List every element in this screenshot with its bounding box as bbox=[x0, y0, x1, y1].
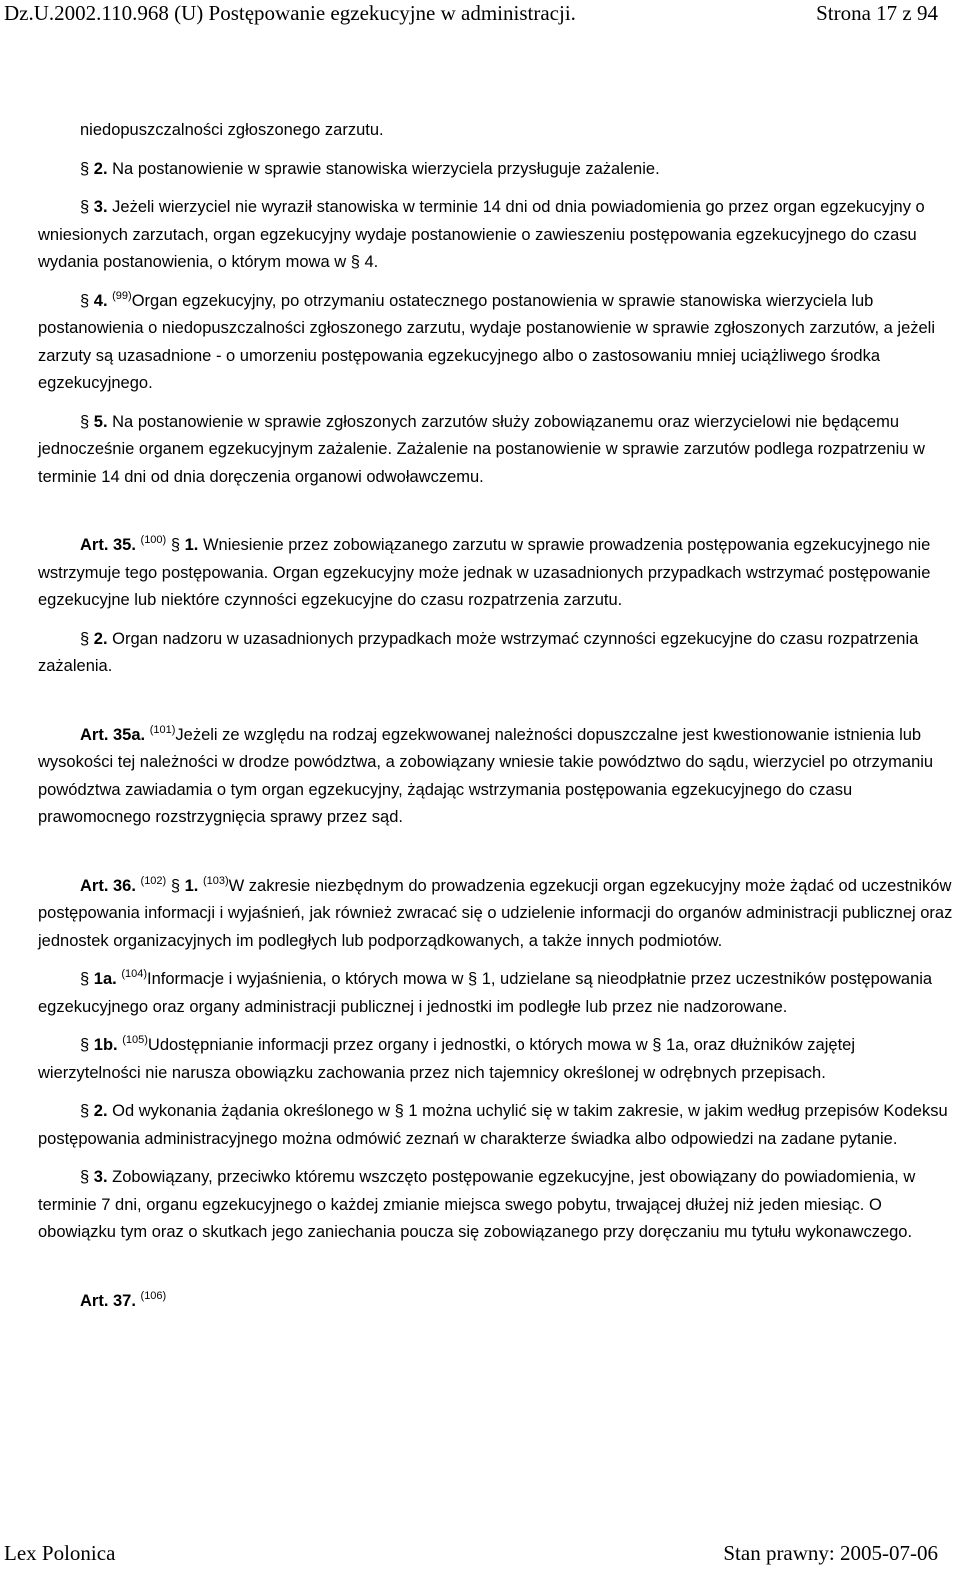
section-number: 1. bbox=[184, 536, 199, 554]
section-sign: § bbox=[170, 536, 180, 554]
paragraph-continuation: niedopuszczalności zgłoszonego zarzutu. bbox=[80, 121, 384, 139]
section-number: 2. bbox=[93, 159, 108, 178]
footnote-ref: (105) bbox=[122, 1034, 148, 1046]
article-label: Art. 36. bbox=[80, 876, 136, 895]
section-sign: § bbox=[80, 1036, 90, 1054]
section-sign: § bbox=[170, 876, 180, 895]
page-counter: Strona 17 z 94 bbox=[816, 1, 938, 25]
section-text: Wniesienie przez zobowiązanego zarzutu w sprawie prowadzenia postępowania egzekucyjnego nie wstrzymuje tego postępowania. Organ egzekucyjny może jednak w uzasadnionych przypadkach wstrzymać postępowanie egzekucyjne lub niektóre czynności egzekucyjne do czasu rozpatrzenia zarzutu. bbox=[38, 536, 931, 609]
section-number: 2. bbox=[93, 1102, 108, 1120]
article-36-section-1 bbox=[38, 873, 958, 956]
section-sign: § bbox=[80, 291, 90, 310]
article-label: Art. 37. bbox=[80, 1291, 136, 1310]
section-sign: § bbox=[80, 198, 90, 216]
section-2 bbox=[38, 156, 958, 184]
section-sign: § bbox=[80, 159, 90, 178]
section-number: 1a. bbox=[93, 970, 117, 988]
section-number: 4. bbox=[93, 291, 108, 310]
document-header-title: Dz.U.2002.110.968 (U) Postępowanie egzekucyjne w administracji. bbox=[4, 1, 576, 25]
section-number: 3. bbox=[93, 198, 108, 216]
article-36-section-2 bbox=[38, 1098, 958, 1153]
section-text: Od wykonania żądania określonego w § 1 można uchylić się w takim zakresie, w jakim według przepisów Kodeksu postępowania administracyjnego można odmówić zeznań w charakterze świadka albo odpowiedzi na zadane pytanie. bbox=[38, 1102, 948, 1148]
section-sign: § bbox=[80, 629, 90, 648]
section-text: Organ nadzoru w uzasadnionych przypadkach może wstrzymać czynności egzekucyjne do czasu rozpatrzenia zażalenia. bbox=[38, 629, 919, 675]
article-35-section-1 bbox=[38, 532, 958, 615]
article-text: Jeżeli ze względu na rodzaj egzekwowanej należności dopuszczalne jest kwestionowanie istnienia lub wysokości tej należności w drodze powództwa, a zobowiązany wniesie takie powództwo do sądu, wierzyciel po otrzymaniu powództwa zawiadamia o tym organ egzekucyjny, żądając wstrzymania postępowania egzekucyjnego do czasu prawomocnego rozstrzygnięcia sprawy przez sąd. bbox=[38, 725, 934, 826]
section-text: Na postanowienie w sprawie stanowiska wierzyciela przysługuje zażalenie. bbox=[112, 159, 660, 178]
article-35a bbox=[38, 722, 958, 832]
footnote-ref: (106) bbox=[140, 1289, 167, 1302]
section-sign: § bbox=[80, 1168, 90, 1186]
article-37 bbox=[38, 1288, 958, 1316]
article-36-section-1a bbox=[38, 966, 958, 1021]
article-36-section-1b bbox=[38, 1032, 958, 1087]
section-4 bbox=[38, 288, 958, 398]
section-number: 5. bbox=[93, 412, 108, 431]
section-5 bbox=[38, 409, 958, 492]
footnote-ref: (102) bbox=[140, 874, 167, 887]
article-35-section-2 bbox=[38, 626, 958, 681]
section-number: 3. bbox=[93, 1168, 108, 1186]
footnote-ref: (103) bbox=[202, 874, 229, 887]
publisher-name: Lex Polonica bbox=[4, 1541, 116, 1565]
section-text: W zakresie niezbędnym do prowadzenia egzekucji organ egzekucyjny może żądać od uczestników postępowania informacji i wyjaśnień, jak również zwracać się o udzielenie informacji do organów administracji publicznej oraz jednostek organizacyjnych im podległych lub podporządkowanych, a także innych podmiotów. bbox=[38, 876, 953, 950]
section-number: 1. bbox=[184, 876, 199, 895]
footnote-ref: (101) bbox=[149, 723, 176, 736]
section-number: 1b. bbox=[93, 1036, 118, 1054]
section-text: Informacje i wyjaśnienia, o których mowa w § 1, udzielane są nieodpłatnie przez uczestników postępowania egzekucyjnego oraz organy administracji publicznej i jednostki im podległe lub przez nie nadzorowane. bbox=[38, 970, 933, 1016]
section-3 bbox=[38, 194, 958, 277]
section-text: Organ egzekucyjny, po otrzymaniu ostatecznego postanowienia w sprawie stanowiska wierzyciela lub postanowienia o niedopuszczalności zgłoszonego zarzutu, wydaje postanowienie w sprawie zgłoszonych zarzutów, a jeżeli zarzuty są uzasadnione - o umorzeniu postępowania egzekucyjnego albo o zastosowaniu mniej uciążliwego środka egzekucyjnego. bbox=[38, 291, 936, 392]
section-sign: § bbox=[80, 1102, 90, 1120]
footnote-ref: (100) bbox=[140, 534, 167, 546]
article-36-section-3 bbox=[38, 1164, 958, 1247]
section-sign: § bbox=[80, 412, 90, 431]
article-label: Art. 35a. bbox=[80, 725, 146, 744]
document-body bbox=[38, 117, 958, 1326]
article-label: Art. 35. bbox=[80, 536, 136, 554]
footnote-ref: (99) bbox=[112, 289, 132, 302]
section-number: 2. bbox=[93, 629, 108, 648]
section-text: Jeżeli wierzyciel nie wyraził stanowiska w terminie 14 dni od dnia powiadomienia go przez organ egzekucyjny o wniesionych zarzutach, organ egzekucyjny wydaje postanowienie o zawieszeniu postępowania egzekucyjnego do czasu wydania postanowienia, o którym mowa w § 4. bbox=[38, 198, 925, 271]
legal-status-date: Stan prawny: 2005-07-06 bbox=[723, 1541, 938, 1565]
section-text: Zobowiązany, przeciwko któremu wszczęto postępowanie egzekucyjne, jest obowiązany do powiadomienia, w terminie 7 dni, organu egzekucyjnego o każdej zmianie miejsca swego pobytu, trwającej dłużej niż jeden miesiąc. O obowiązku tym oraz o skutkach jego zaniechania poucza się zobowiązanego przy doręczaniu mu tytułu wykonawczego. bbox=[38, 1168, 916, 1241]
section-sign: § bbox=[80, 970, 90, 988]
footnote-ref: (104) bbox=[121, 968, 147, 980]
section-text: Na postanowienie w sprawie zgłoszonych zarzutów służy zobowiązanemu oraz wierzycielowi nie będącemu jednocześnie organem egzekucyjnym zażalenie. Zażalenie na postanowienie w sprawie zarzutów podlega rozpatrzeniu w terminie 14 dni od dnia doręczenia organowi odwoławczemu. bbox=[38, 412, 925, 486]
section-text: Udostępnianie informacji przez organy i jednostki, o których mowa w § 1a, oraz dłużników zajętej wierzytelności nie narusza obowiązku zachowania przez nich tajemnicy określonej w odrębnych przepisach. bbox=[38, 1036, 855, 1082]
